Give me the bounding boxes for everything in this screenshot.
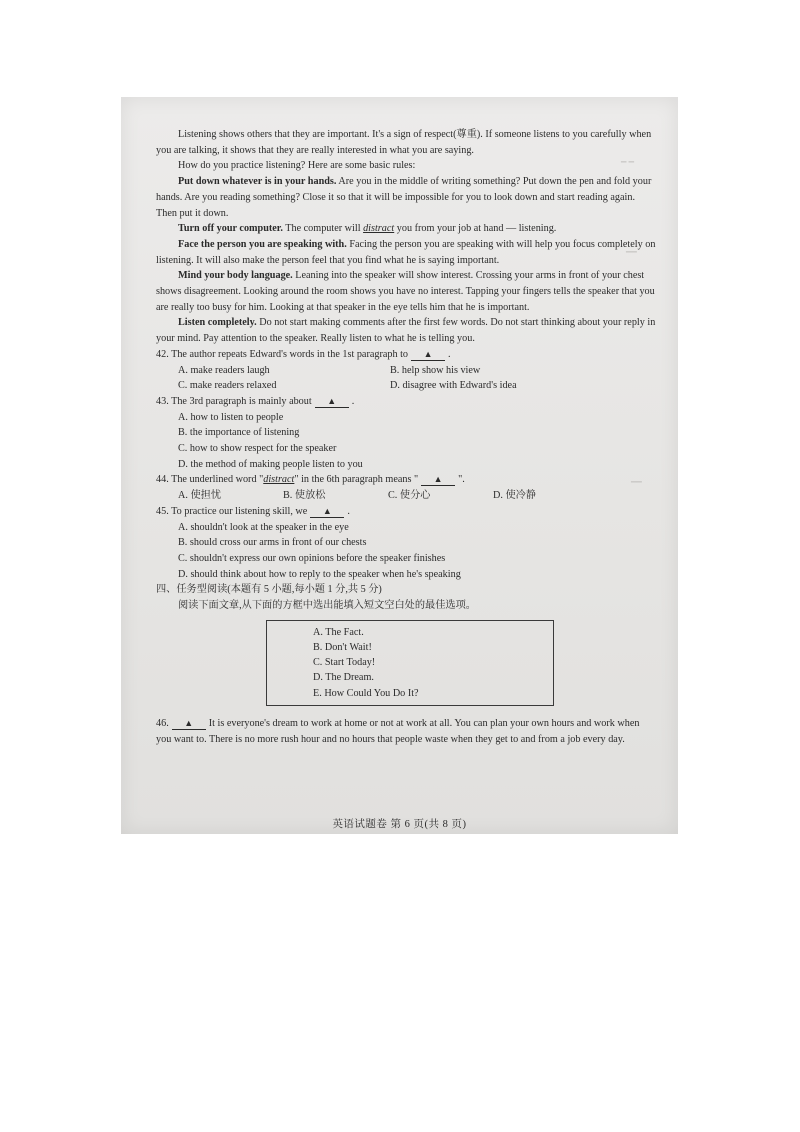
question-45: 45. To practice our listening skill, we ▲ . xyxy=(156,505,350,517)
scanned-exam-page xyxy=(121,97,678,834)
option: C. make readers relaxed xyxy=(178,380,277,392)
bleed-through-text: ━━ xyxy=(631,477,642,487)
paragraph-3: Put down whatever is in your hands. Are you in the middle of writing something? Put down the pen and fold your hands. Are you reading something? Close it so that it will be impossible for you to look down and start reading again. Then put it down. xyxy=(156,176,652,219)
box-option: E. How Could You Do It? xyxy=(313,687,419,699)
answer-blank: ▲ xyxy=(310,505,344,518)
section-heading: 四、任务型阅读(本题有 5 小题,每小题 1 分,共 5 分) xyxy=(156,584,382,596)
paragraph-4: Turn off your computer. The computer will distract you from your job at hand — listening. xyxy=(178,223,557,235)
rule-heading: Put down whatever is in your hands. xyxy=(178,176,337,188)
page-footer: 英语试题卷 第 6 页(共 8 页) xyxy=(332,819,467,830)
option: C. how to show respect for the speaker xyxy=(178,443,337,455)
option: D. should think about how to reply to the speaker when he's speaking xyxy=(178,568,461,580)
paragraph-7: Listen completely. Do not start making comments after the first few words. Do not start thinking about your reply in your mind. Pay attention to the speaker. Really listen to what he is telling you. xyxy=(156,317,656,345)
option: D. the method of making people listen to you xyxy=(178,458,363,470)
option: D. 使冷静 xyxy=(493,490,537,502)
options-42 xyxy=(156,378,656,394)
box-option: C. Start Today! xyxy=(313,657,376,669)
rule-heading: Turn off your computer. xyxy=(178,223,283,235)
paragraph-1: Listening shows others that they are important. It's a sign of respect(尊重). If someone listens to you carefully when you are talking, it shows that they are really interested in what you are saying. xyxy=(156,129,652,156)
option: A. shouldn't look at the speaker in the eye xyxy=(178,521,349,533)
rule-heading: Listen completely. xyxy=(178,317,257,329)
options-box xyxy=(266,620,554,706)
answer-blank: ▲ xyxy=(411,348,445,361)
bleed-through-text: ━━ xyxy=(626,247,637,257)
question-46: 46. ▲ It is everyone's dream to work at home or not at work at all. You can plan your own hours and work when you want to. There is no more rush hour and no hours that people waste when they get to and from a job every day. xyxy=(156,717,640,745)
option: C. 使分心 xyxy=(388,490,431,502)
question-42: 42. The author repeats Edward's words in the 1st paragraph to ▲ . xyxy=(156,348,451,360)
options-42 xyxy=(156,363,656,379)
exam-content xyxy=(156,127,656,747)
rule-heading: Mind your body language. xyxy=(178,270,293,282)
underlined-word: distract xyxy=(263,474,295,486)
answer-blank: ▲ xyxy=(421,473,455,486)
paragraph-5: Face the person you are speaking with. Facing the person you are speaking with will help you focus completely on listening. It will also make the person feel that you find what he is saying important. xyxy=(156,238,656,266)
option: B. should cross our arms in front of our chests xyxy=(178,537,367,549)
option: A. 使担忧 xyxy=(178,490,222,502)
options-44 xyxy=(156,488,656,504)
box-option: B. Don't Wait! xyxy=(313,642,372,653)
bleed-through-text: ━ ━ xyxy=(621,157,635,167)
section-instruction: 阅读下面文章,从下面的方框中选出能填入短文空白处的最佳选项。 xyxy=(178,600,476,612)
option: D. disagree with Edward's idea xyxy=(390,380,517,392)
option: C. shouldn't express our own opinions before the speaker finishes xyxy=(178,552,446,564)
paragraph-6: Mind your body language. Leaning into the speaker will show interest. Crossing your arms in front of your chest shows disagreement. Looking around the room shows you have no interest. Tapping your fingers tells the speaker that you are really too busy for him. Looking at that speaker in the eye tells him that he is important. xyxy=(156,270,655,313)
box-option: D. The Dream. xyxy=(313,672,374,684)
box-option: A. The Fact. xyxy=(313,626,364,638)
option: A. make readers laugh xyxy=(178,364,270,376)
rule-heading: Face the person you are speaking with. xyxy=(178,238,347,250)
underlined-word: distract xyxy=(363,223,395,235)
option: B. help show his view xyxy=(390,364,481,376)
question-43: 43. The 3rd paragraph is mainly about ▲ . xyxy=(156,395,355,407)
question-44: 44. The underlined word "distract" in the 6th paragraph means " ▲ ". xyxy=(156,474,465,486)
answer-blank: ▲ xyxy=(315,395,349,408)
option: B. 使放松 xyxy=(283,490,326,502)
option: A. how to listen to people xyxy=(178,411,284,423)
answer-blank: ▲ xyxy=(172,717,206,730)
paragraph-2: How do you practice listening? Here are some basic rules: xyxy=(178,160,416,172)
option: B. the importance of listening xyxy=(178,427,300,439)
